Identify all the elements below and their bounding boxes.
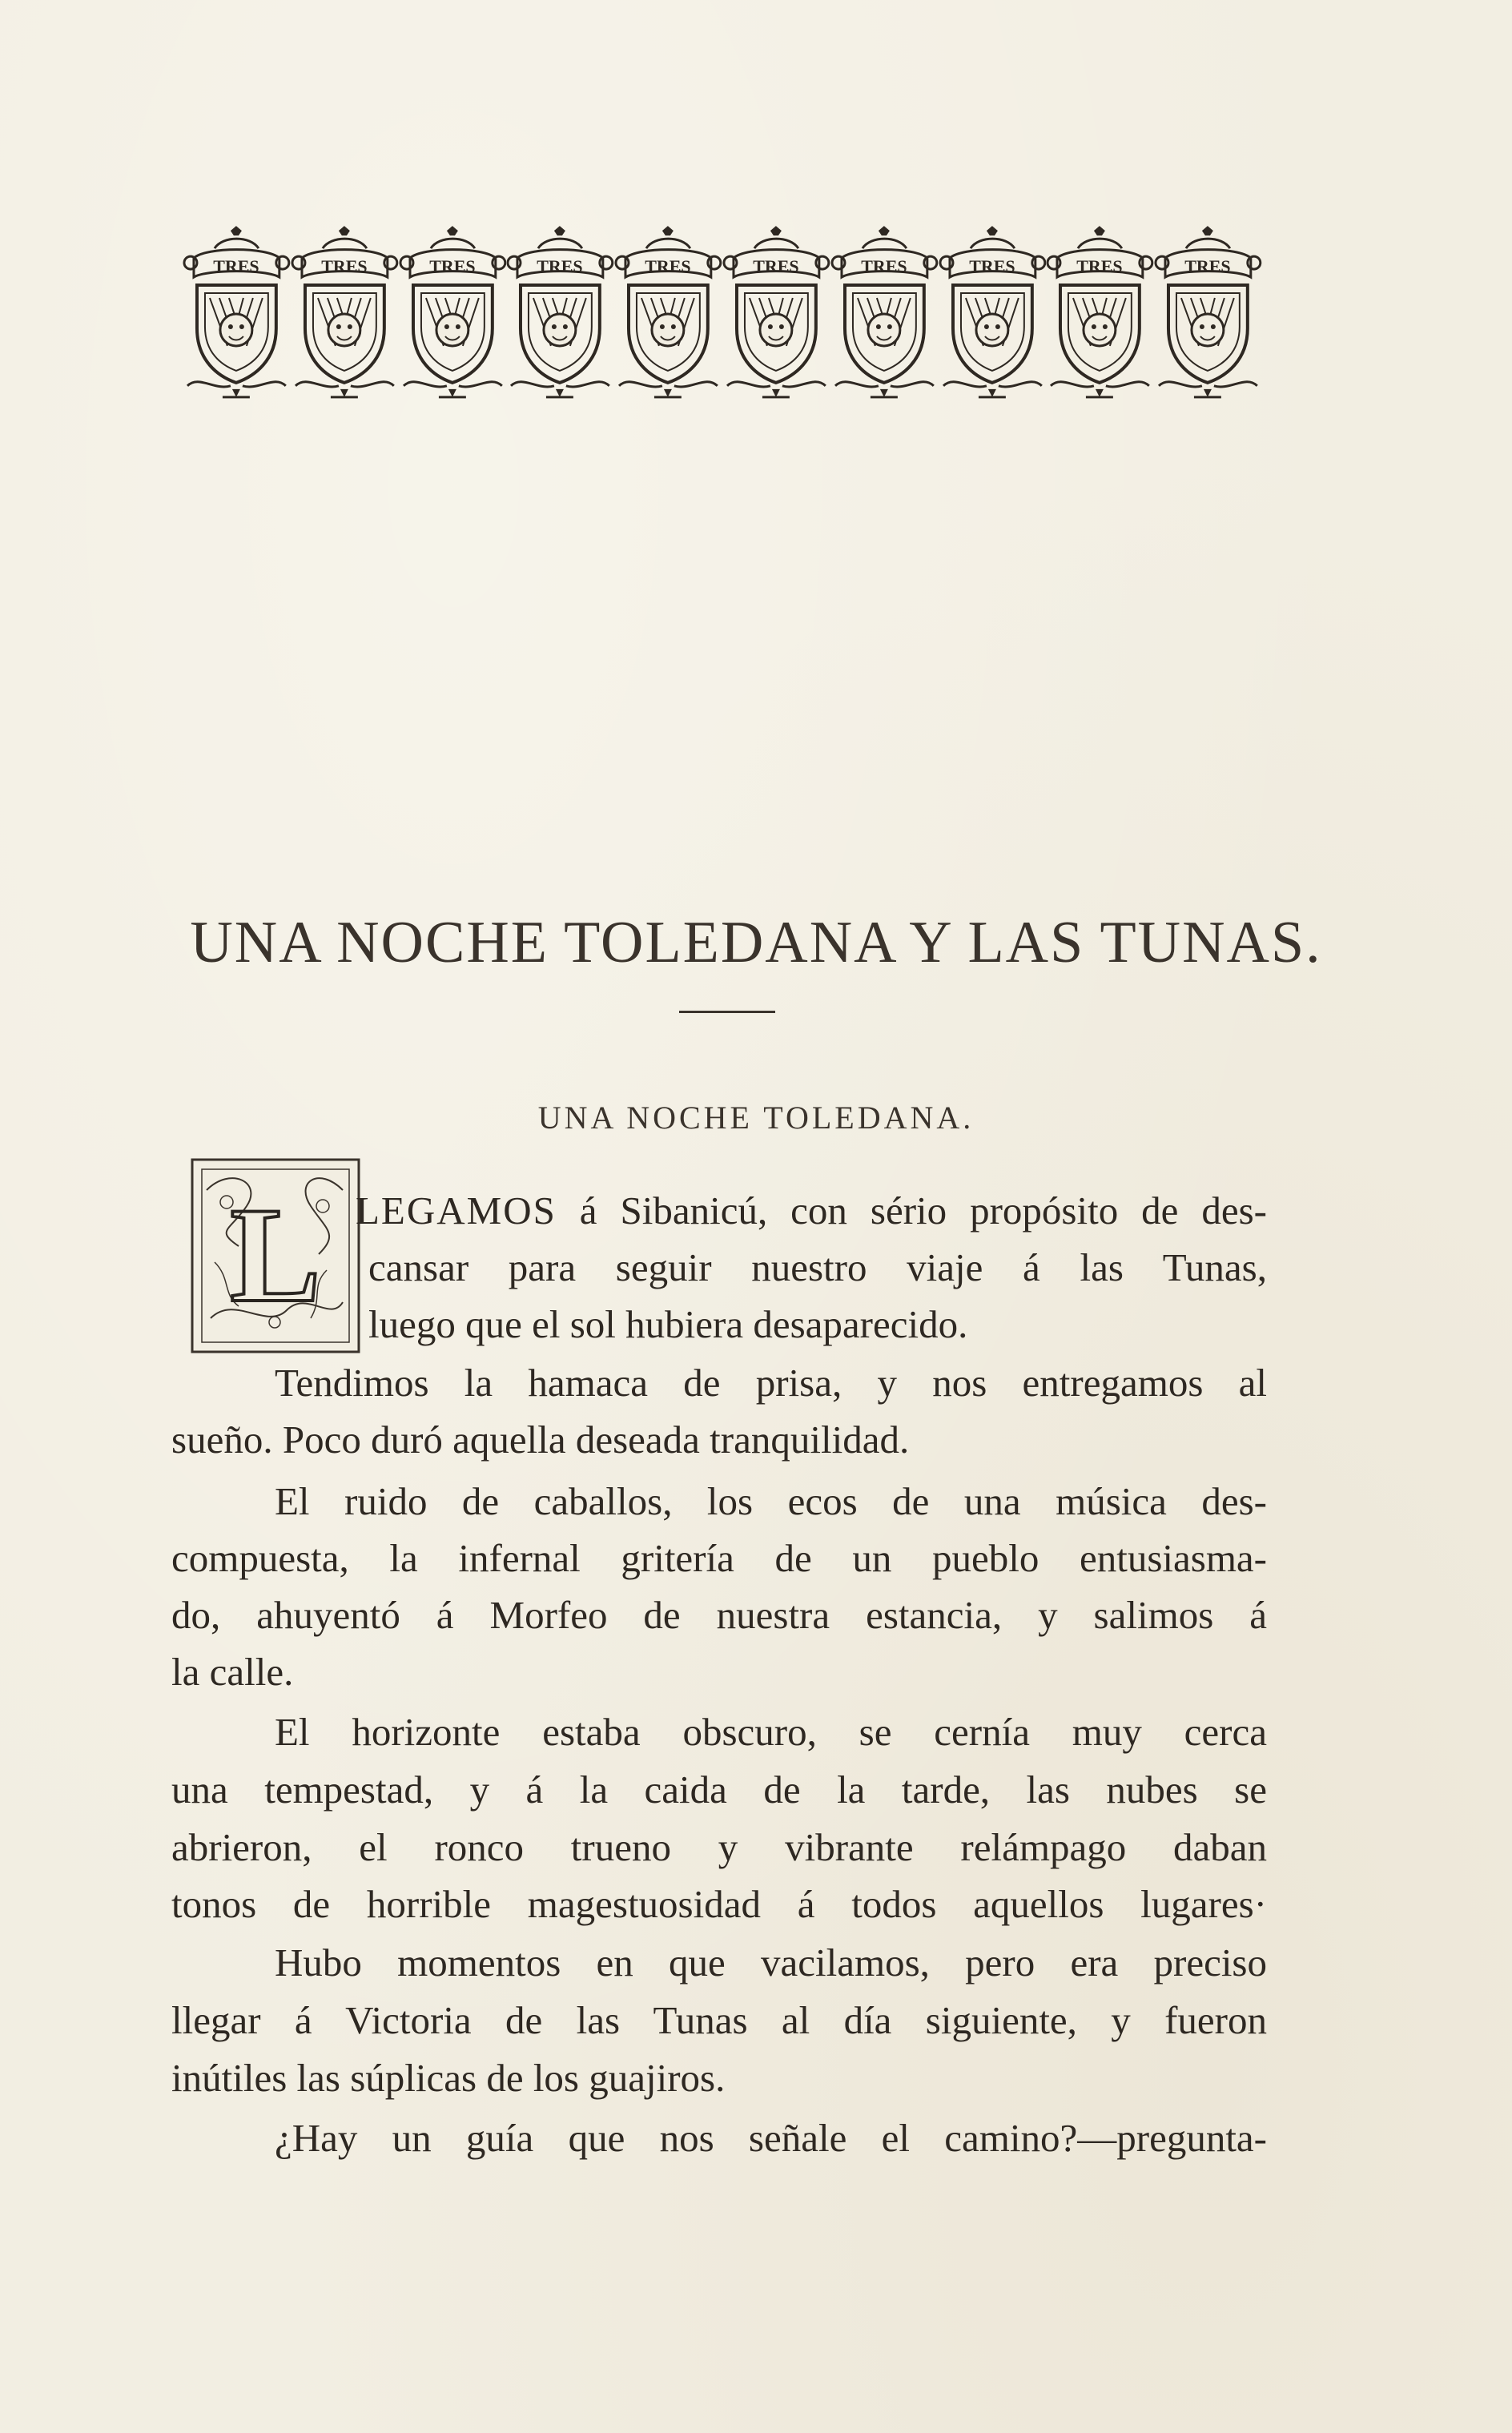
svg-text:TRES: TRES [1076, 256, 1123, 277]
tres-crest-icon [183, 226, 291, 404]
svg-text:TRES: TRES [321, 256, 368, 277]
body-line-9: la calle. [171, 1650, 294, 1694]
svg-text:TRES: TRES [968, 256, 1015, 277]
body-line-13: tonos de horrible magestuosidad á todos aquellos lugares· [171, 1882, 1267, 1926]
section-subtitle: UNA NOCHE TOLEDANA. [537, 1100, 975, 1136]
tres-crest-icon [722, 226, 830, 404]
body-line-16: inútiles las súplicas de los guajiros. [171, 2056, 726, 2100]
tres-crest-icon [1154, 226, 1262, 404]
body-line-1: LEGAMOS á Sibanicú, con sério propósito de des- [356, 1188, 1267, 1233]
body-line-14: Hubo momentos en que vacilamos, pero era preciso [275, 1940, 1267, 1985]
tres-crest-icon [399, 226, 507, 404]
drop-cap-ornament [191, 1158, 360, 1353]
svg-text:TRES: TRES [428, 256, 476, 277]
opening-smallcaps: LEGAMOS [356, 1188, 557, 1233]
tres-crest-icon [1046, 226, 1154, 404]
svg-text:TRES: TRES [213, 256, 259, 277]
svg-text:TRES: TRES [861, 256, 907, 277]
body-line-5: sueño. Poco duró aquella deseada tranquilidad. [171, 1418, 910, 1462]
tres-crest-icon [939, 226, 1047, 404]
body-line-6: El ruido de caballos, los ecos de una música des- [275, 1479, 1267, 1523]
drop-cap-letter: L [230, 1180, 321, 1330]
tres-crest-icon [830, 226, 939, 404]
body-line-8: do, ahuyentó á Morfeo de nuestra estancia, y salimos á [171, 1593, 1267, 1637]
body-line-10: El horizonte estaba obscuro, se cernía muy cerca [275, 1710, 1267, 1754]
body-line-3: luego que el sol hubiera desaparecido. [368, 1302, 968, 1346]
tres-crest-icon [291, 226, 399, 404]
body-line-2: cansar para seguir nuestro viaje á las Tunas, [368, 1245, 1267, 1289]
tres-crest-icon [614, 226, 722, 404]
svg-text:TRES: TRES [753, 256, 799, 277]
body-line-12: abrieron, el ronco trueno y vibrante relámpago daban [171, 1825, 1267, 1869]
body-line-4: Tendimos la hamaca de prisa, y nos entregamos al [275, 1361, 1267, 1405]
body-line-17: ¿Hay un guía que nos señale el camino?—pregunta- [275, 2116, 1267, 2160]
svg-text:TRES: TRES [1184, 256, 1231, 277]
body-line-15: llegar á Victoria de las Tunas al día siguiente, y fueron [171, 1998, 1267, 2042]
tres-crest-icon [506, 226, 614, 404]
ornamental-header-band [183, 226, 1262, 404]
svg-text:TRES: TRES [537, 256, 583, 277]
chapter-title: UNA NOCHE TOLEDANA Y LAS TUNAS. [190, 910, 1322, 975]
body-line-11: una tempestad, y á la caida de la tarde, las nubes se [171, 1767, 1267, 1812]
svg-text:TRES: TRES [645, 256, 691, 277]
title-divider [679, 1011, 775, 1013]
body-line-7: compuesta, la infernal gritería de un pueblo entusiasma- [171, 1536, 1267, 1580]
